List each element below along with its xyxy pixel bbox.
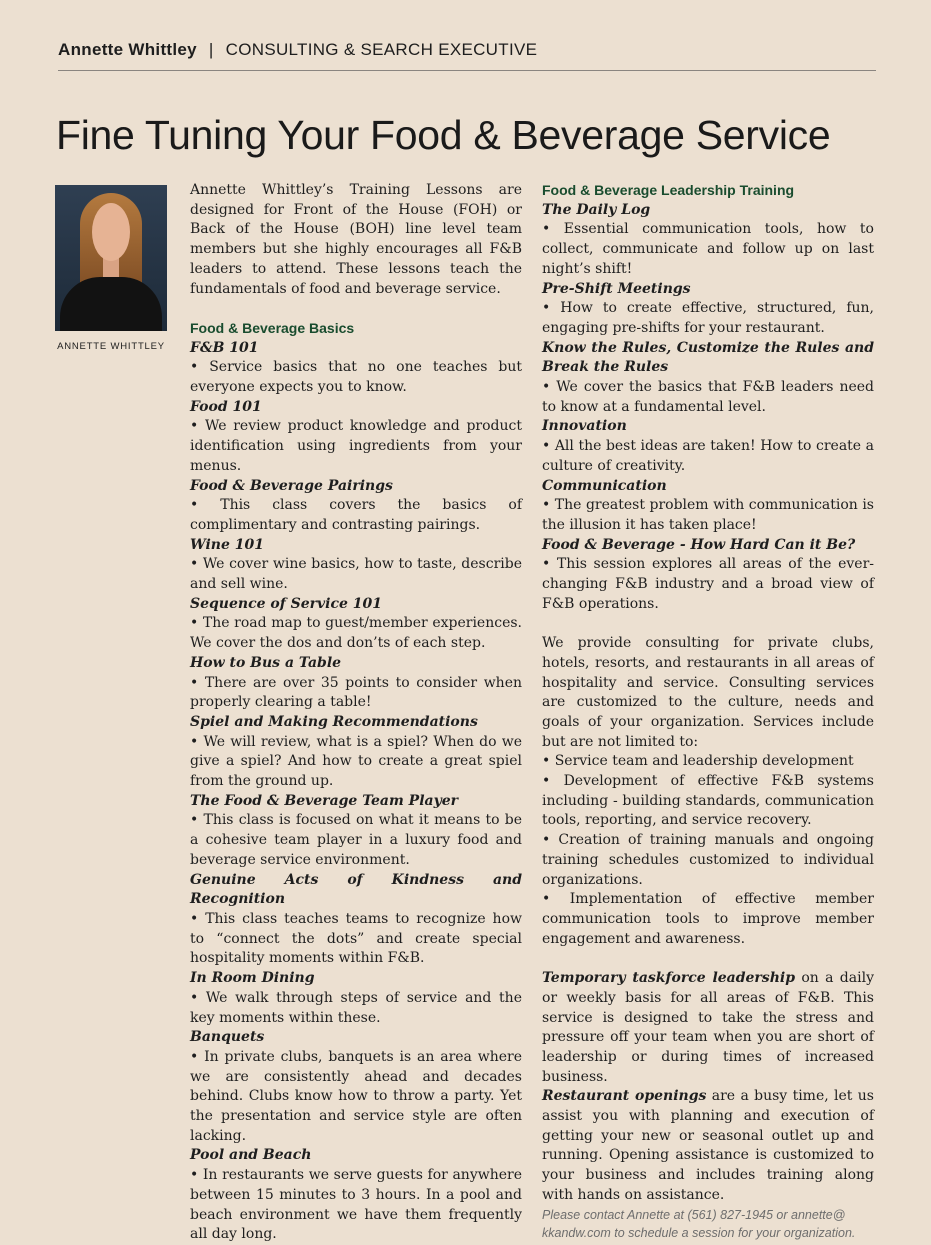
leadership-list — [542, 201, 874, 615]
lesson-description: • How to create effective, structured, fun, engaging pre-shifts for your restaurant. — [542, 300, 874, 336]
lesson-title: The Daily Log — [542, 201, 651, 218]
lesson-title: Banquets — [190, 1029, 265, 1046]
openings-text: are a busy time, let us assist you with planning and execution of getting your new or seasonal outlet up and running. Opening assistance is customized to your business and includes training along with hands on assistance. — [542, 1088, 874, 1203]
consulting-bullet: • Development of effective F&B systems including - building standards, communication tools, reporting, and service recovery. — [542, 773, 874, 829]
lesson-title: Pre-Shift Meetings — [542, 280, 691, 297]
lesson-description: • The greatest problem with communication is the illusion it has taken place! — [542, 497, 874, 533]
page-header — [58, 40, 876, 71]
openings-paragraph — [542, 1087, 874, 1205]
consulting-bullets — [542, 752, 874, 949]
lesson-title: How to Bus a Table — [190, 654, 342, 671]
contact-note: Please contact Annette at (561) 827-1945 or annette@ kkandw.com to schedule a session for your organization. — [542, 1207, 856, 1240]
lesson-title: Wine 101 — [190, 536, 264, 553]
lesson-description: • We walk through steps of service and the key moments within these. — [190, 989, 522, 1026]
lesson-title: Food 101 — [190, 398, 262, 415]
lesson-description: • This class is focused on what it means to be a cohesive team player in a luxury food and beverage service environment. — [190, 812, 522, 868]
lesson-description: • Essential communication tools, how to collect, communicate and follow up on last night’s shift! — [542, 221, 874, 277]
lesson-title: The Food & Beverage Team Player — [190, 792, 459, 809]
lesson-title: In Room Dining — [190, 970, 315, 987]
lesson-description: • This class covers the basics of complimentary and contrasting pairings. — [190, 497, 522, 533]
lesson-description: • In restaurants we serve guests for anywhere between 15 minutes to 3 hours. In a pool and beach environment we have them frequently all day long. — [190, 1167, 522, 1243]
lesson-description: • This session explores all areas of the ever-changing F&B industry and a broad view of F&B operations. — [542, 556, 874, 612]
lesson-description: • We will review, what is a spiel? When do we give a spiel? And how to create a great spiel from the ground up. — [190, 733, 522, 790]
lesson-title: Communication — [542, 477, 667, 494]
lesson-title: Spiel and Making Recommendations — [190, 713, 478, 730]
basics-list — [190, 339, 522, 1245]
section-heading-leadership: Food & Beverage Leadership Training — [542, 182, 795, 198]
lesson-description: • There are over 35 points to consider when properly clearing a table! — [190, 674, 522, 711]
page-title: Fine Tuning Your Food & Beverage Service — [56, 112, 831, 158]
lesson-title: Know the Rules, Customize the Rules and Break the Rules — [542, 339, 874, 376]
lesson-title: Genuine Acts of Kindness and Recognition — [190, 871, 522, 908]
lesson-description: • We cover wine basics, how to taste, describe and sell wine. — [190, 556, 522, 593]
lesson-description: • We cover the basics that F&B leaders need to know at a fundamental level. — [542, 379, 874, 415]
consulting-bullet: • Service team and leadership development — [542, 753, 854, 770]
column-basics — [190, 181, 522, 1245]
lesson-title: Food & Beverage - How Hard Can it Be? — [542, 536, 856, 553]
taskforce-lead: Temporary taskforce leadership — [542, 970, 795, 987]
portrait-photo — [55, 185, 167, 331]
lesson-title: Pool and Beach — [190, 1147, 312, 1164]
lesson-description: • This class teaches teams to recognize how to “connect the dots” and create special hospitality moments within F&B. — [190, 911, 522, 967]
photo-caption: ANNETTE WHITTLEY — [57, 341, 165, 352]
header-separator: | — [208, 40, 214, 59]
taskforce-text: on a daily or weekly basis for all areas of F&B. This service is designed to take the stress and pressure off your team when you are short of leadership or during times of increased business. — [542, 970, 874, 1085]
header-name: Annette Whittley — [58, 40, 197, 59]
taskforce-paragraph — [542, 969, 874, 1087]
lesson-title: F&B 101 — [190, 339, 259, 356]
lesson-title: Sequence of Service 101 — [190, 595, 382, 612]
column-leadership — [542, 181, 874, 1242]
lesson-title: Food & Beverage Pairings — [190, 477, 393, 494]
intro-paragraph: Annette Whittley’s Training Lessons are designed for Front of the House (FOH) or Back of the House (BOH) line level team members but she highly encourages all F&B leaders to attend. These lessons teach the fundamentals of food and beverage service. — [190, 182, 522, 297]
section-heading-basics: Food & Beverage Basics — [190, 319, 355, 336]
lesson-description: • In private clubs, banquets is an area where we are consistently ahead and decades behind. Clubs know how to throw a party. Yet the presentation and service style are often lacking. — [190, 1048, 522, 1144]
consulting-bullet: • Implementation of effective member communication tools to improve member engagement and awareness. — [542, 891, 874, 947]
lesson-description: • We review product knowledge and product identification using ingredients from your menus. — [190, 418, 522, 474]
header-role: CONSULTING & SEARCH EXECUTIVE — [225, 40, 538, 59]
lesson-description: • All the best ideas are taken! How to create a culture of creativity. — [542, 438, 874, 474]
lesson-title: Innovation — [542, 418, 627, 435]
lesson-description: • Service basics that no one teaches but everyone expects you to know. — [190, 359, 522, 396]
lesson-description: • The road map to guest/member experiences. We cover the dos and don’ts of each step. — [190, 615, 522, 652]
consulting-bullet: • Creation of training manuals and ongoing training schedules customized to individual organizations. — [542, 832, 874, 888]
consulting-paragraph: We provide consulting for private clubs, hotels, resorts, and restaurants in all areas of hospitality and service. Consulting services are customized to the culture, needs and goals of your organization. Services include but are not limited to: — [542, 635, 874, 750]
openings-lead: Restaurant openings — [542, 1088, 707, 1105]
